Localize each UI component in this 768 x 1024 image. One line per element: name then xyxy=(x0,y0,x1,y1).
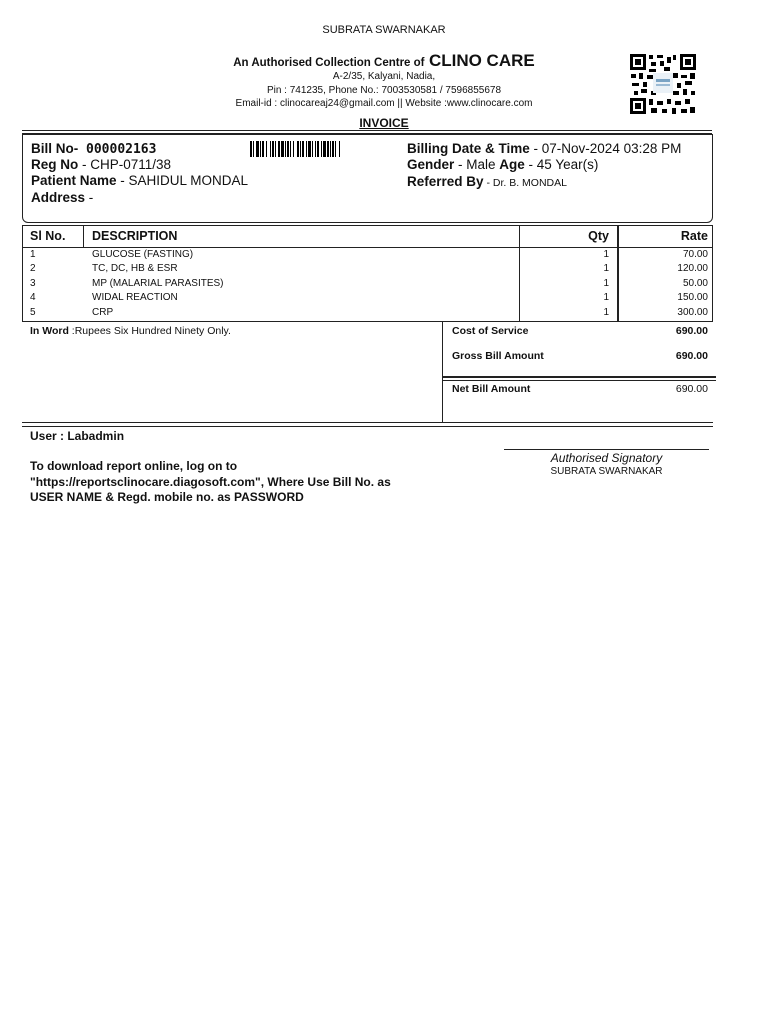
patient-name-label: Patient Name xyxy=(31,173,117,188)
cost-of-service-label: Cost of Service xyxy=(452,325,529,337)
row-qty: 1 xyxy=(603,263,609,275)
centre-email-website: Email-id : clinocareaj24@gmail.com || Website :www.clinocare.com xyxy=(235,98,533,109)
row-sl-no: 5 xyxy=(30,306,36,318)
bill-no-value: 000002163 xyxy=(86,142,157,157)
row-rate: 50.00 xyxy=(682,277,708,289)
row-description: MP (MALARIAL PARASITES) xyxy=(92,277,224,289)
sl-no-header: Sl No. xyxy=(30,229,66,243)
bill-no-row xyxy=(31,141,156,157)
address-label: Address xyxy=(31,190,86,205)
row-qty: 1 xyxy=(603,249,609,260)
billing-date-value: - 07-Nov-2024 03:28 PM xyxy=(529,141,682,156)
reg-no-label: Reg No xyxy=(31,157,79,172)
row-qty: 1 xyxy=(603,306,609,318)
patient-name-row xyxy=(31,173,248,188)
bill-no-label: Bill No- xyxy=(31,141,79,156)
cost-of-service-value: 690.00 xyxy=(675,325,708,337)
download-line-1: To download report online, log on to xyxy=(30,459,238,473)
qty-header: Qty xyxy=(588,229,609,243)
row-rate: 150.00 xyxy=(677,292,708,304)
download-line-2: "https://reportsclinocare.diagosoft.com", Where Use Bill No. as xyxy=(30,474,391,489)
row-description: TC, DC, HB & ESR xyxy=(92,263,178,275)
row-description: WIDAL REACTION xyxy=(92,292,178,304)
patient-name-value: - SAHIDUL MONDAL xyxy=(116,173,249,188)
row-rate: 300.00 xyxy=(677,306,708,318)
reg-no-value: - CHP-0711/38 xyxy=(78,157,172,172)
referred-by-label: Referred By xyxy=(407,174,484,189)
in-word-row xyxy=(30,325,231,337)
download-line-3: USER NAME & Regd. mobile no. as PASSWORD xyxy=(30,490,304,504)
address-value: - xyxy=(85,190,94,205)
billing-date-row xyxy=(407,141,681,156)
net-bill-value: 690.00 xyxy=(675,383,708,395)
gross-bill-value: 690.00 xyxy=(675,350,708,362)
row-description: CRP xyxy=(92,306,114,318)
signatory-name: SUBRATA SWARNAKAR xyxy=(550,466,663,477)
barcode-icon xyxy=(250,141,392,157)
row-rate: 120.00 xyxy=(677,263,708,275)
row-sl-no: 3 xyxy=(30,277,36,289)
row-qty: 1 xyxy=(603,277,609,289)
net-bill-label: Net Bill Amount xyxy=(452,383,531,395)
age-value: - 45 Year(s) xyxy=(524,157,599,172)
user-label: User : Labadmin xyxy=(30,429,125,443)
referred-by-row xyxy=(407,174,567,189)
billing-date-label: Billing Date & Time xyxy=(407,141,530,156)
gender-label: Gender xyxy=(407,157,455,172)
reg-no-row xyxy=(31,157,171,172)
gross-bill-label: Gross Bill Amount xyxy=(452,350,544,362)
centre-address: A-2/35, Kalyani, Nadia, xyxy=(332,71,436,82)
authorised-signatory-label: Authorised Signatory xyxy=(550,451,663,465)
gender-age-row xyxy=(407,157,598,172)
centre-pin-phone: Pin : 741235, Phone No.: 7003530581 / 7596855678 xyxy=(266,85,502,96)
row-sl-no: 1 xyxy=(30,249,36,260)
row-sl-no: 2 xyxy=(30,263,36,275)
gender-value: - Male xyxy=(454,157,500,172)
row-description: GLUCOSE (FASTING) xyxy=(92,249,194,260)
invoice-title: INVOICE xyxy=(359,116,409,130)
in-word-label: In Word xyxy=(30,325,69,337)
download-instructions xyxy=(30,459,391,506)
row-rate: 70.00 xyxy=(682,249,708,260)
address-row xyxy=(31,190,93,205)
description-header: DESCRIPTION xyxy=(92,229,178,243)
row-sl-no: 4 xyxy=(30,292,36,304)
referred-by-value: - Dr. B. MONDAL xyxy=(483,177,567,189)
age-label: Age xyxy=(499,157,525,172)
authorised-prefix: An Authorised Collection Centre of xyxy=(233,57,425,69)
qr-code-icon xyxy=(629,53,697,115)
in-word-value: :Rupees Six Hundred Ninety Only. xyxy=(68,325,231,337)
centre-name: CLINO CARE xyxy=(428,51,535,70)
rate-header: Rate xyxy=(680,229,708,243)
owner-name: SUBRATA SWARNAKAR xyxy=(322,24,446,36)
row-qty: 1 xyxy=(603,292,609,304)
